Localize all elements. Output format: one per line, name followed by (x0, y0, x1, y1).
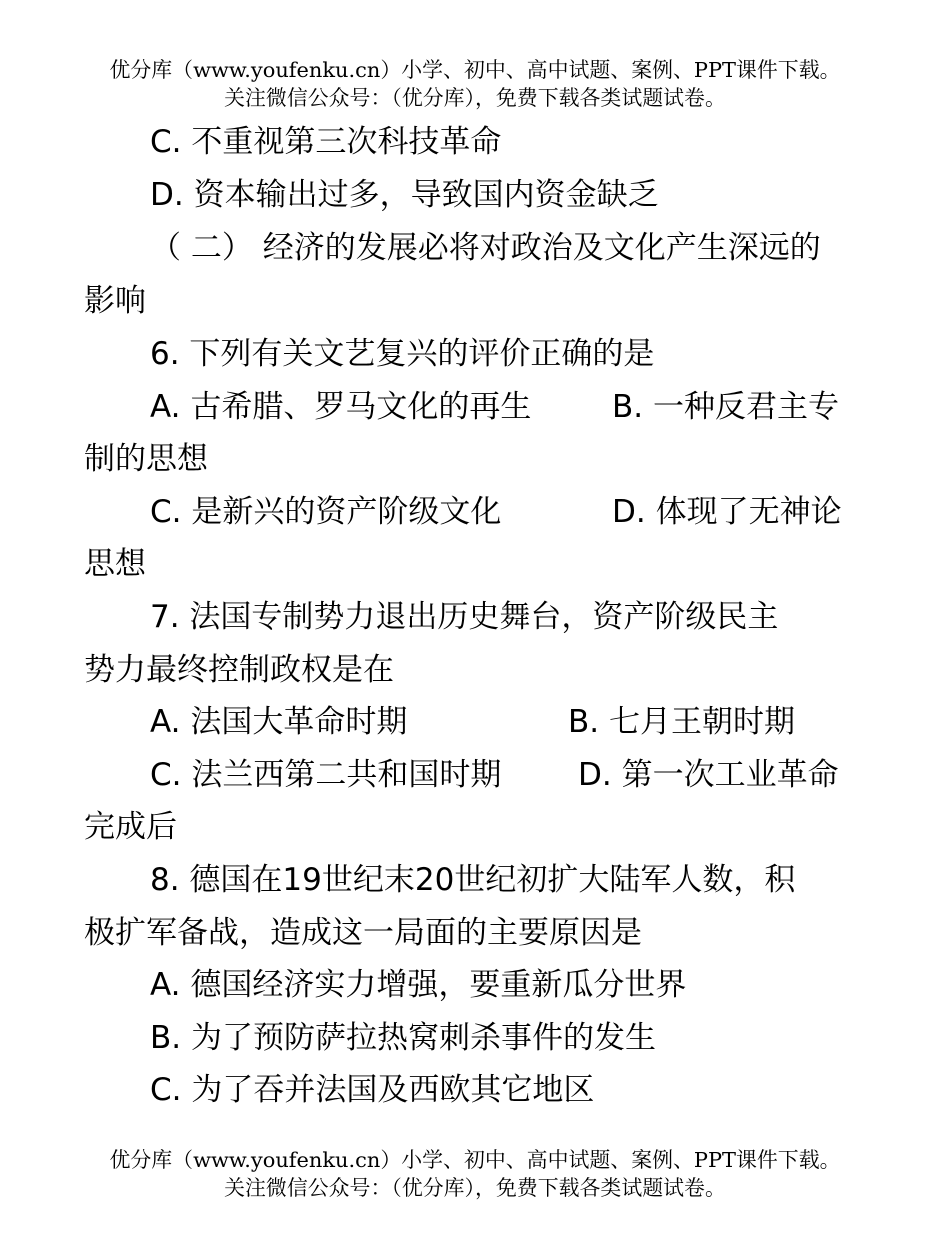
q8-stem-line-1: 8. 德国在19世纪末20世纪初扩大陆军人数，积 (150, 862, 796, 898)
q7-stem-line-1: 7. 法国专制势力退出历史舞台，资产阶级民主 (150, 599, 779, 635)
q6-option-d-continued: 思想 (84, 546, 146, 582)
q7-option-d: D. 第一次工业革命 (578, 757, 839, 793)
section-title-line-1: （ 二） 经济的发展必将对政治及文化产生深远的 (150, 230, 821, 266)
footer-line-1: 优分库（www.youfenku.cn）小学、初中、高中试题、案例、PPT课件下载。 (109, 1148, 841, 1172)
q7-option-c: C. 法兰西第二共和国时期 (150, 757, 502, 793)
q7-stem-line-2: 势力最终控制政权是在 (84, 652, 394, 688)
section-title-line-2: 影响 (84, 283, 146, 319)
q6-option-b: B. 一种反君主专 (612, 389, 839, 425)
q8-option-a: A. 德国经济实力增强，要重新瓜分世界 (150, 967, 687, 1003)
q8-stem-line-2: 极扩军备战，造成这一局面的主要原因是 (84, 915, 642, 951)
header-line-1: 优分库（www.youfenku.cn）小学、初中、高中试题、案例、PPT课件下载。 (109, 58, 841, 82)
prev-option-d: D. 资本输出过多，导致国内资金缺乏 (150, 177, 659, 213)
q7-option-d-continued: 完成后 (84, 809, 177, 845)
q6-option-a: A. 古希腊、罗马文化的再生 (150, 389, 532, 425)
q6-option-d: D. 体现了无神论 (612, 494, 842, 530)
header-line-2: 关注微信公众号：（优分库），免费下载各类试题试卷。 (224, 86, 726, 110)
q6-option-c: C. 是新兴的资产阶级文化 (150, 494, 502, 530)
q7-option-b: B. 七月王朝时期 (568, 704, 795, 740)
q6-stem: 6. 下列有关文艺复兴的评价正确的是 (150, 336, 655, 372)
q6-option-b-continued: 制的思想 (84, 441, 208, 477)
q8-option-c: C. 为了吞并法国及西欧其它地区 (150, 1072, 595, 1108)
q7-option-a: A. 法国大革命时期 (150, 704, 408, 740)
q8-option-b: B. 为了预防萨拉热窝刺杀事件的发生 (150, 1020, 656, 1056)
footer-line-2: 关注微信公众号：（优分库），免费下载各类试题试卷。 (224, 1176, 726, 1200)
prev-option-c: C. 不重视第三次科技革命 (150, 124, 502, 160)
